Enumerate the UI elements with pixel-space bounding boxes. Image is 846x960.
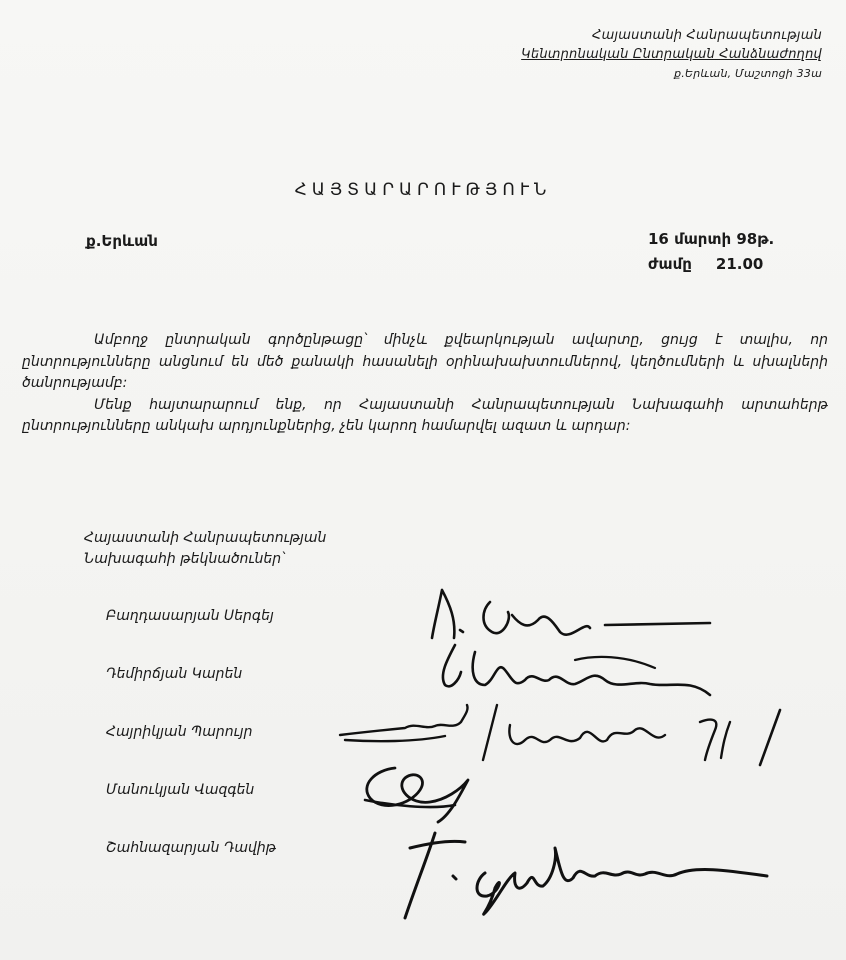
time-value: 21.00 [715, 255, 764, 273]
candidates-heading-line-1: Հայաստանի Հանրապետության [84, 530, 327, 546]
signatory-name: Մանուկյան Վազգեն [106, 782, 255, 798]
signatory-name: Շահնազարյան Դավիթ [106, 840, 277, 856]
letterhead [521, 26, 822, 83]
letterhead-line-2: Կենտրոնական Ընտրական Հանձնաժողով [521, 47, 822, 62]
document-time [648, 255, 763, 273]
statement-body [22, 330, 828, 438]
letterhead-address: ք.Երևան, Մաշտոցի 33ա [674, 67, 822, 80]
document-title: ՀԱՅՏԱՐԱՐՈՒԹՅՈՒՆ [294, 180, 552, 200]
candidates-heading [84, 528, 326, 570]
signatory-name: Դեմիրճյան Կարեն [106, 666, 243, 682]
document-city: ք.Երևան [86, 232, 158, 250]
signatory-name: Բաղդասարյան Սերգեյ [106, 608, 274, 624]
signatory-name: Հայրիկյան Պարույր [106, 724, 253, 740]
signature-5 [395, 818, 795, 928]
letterhead-line-1: Հայաստանի Հանրապետության [592, 28, 822, 43]
candidates-heading-line-2: Նախագահի թեկնածուներ՝ [84, 551, 285, 567]
statement-paragraph-1: Ամբողջ ընտրական գործընթացը՝ մինչև քվեարկության ավարտը, ցույց է տալիս, որ ընտրությունները անցնում են մեծ քանակի հասանելի օրինախախտումներով, կեղծումների և սխալների ծանրությամբ: [22, 332, 828, 391]
document-date: 16 մարտի 98թ. [648, 230, 775, 248]
statement-paragraph-2: Մենք հայտարարում ենք, որ Հայաստանի Հանրապետության Նախագահի արտահերթ ընտրությունները անկախ արդյունքներից, չեն կարող համարվել ազատ և արդար: [22, 396, 828, 434]
time-label: ժամը [648, 255, 692, 273]
